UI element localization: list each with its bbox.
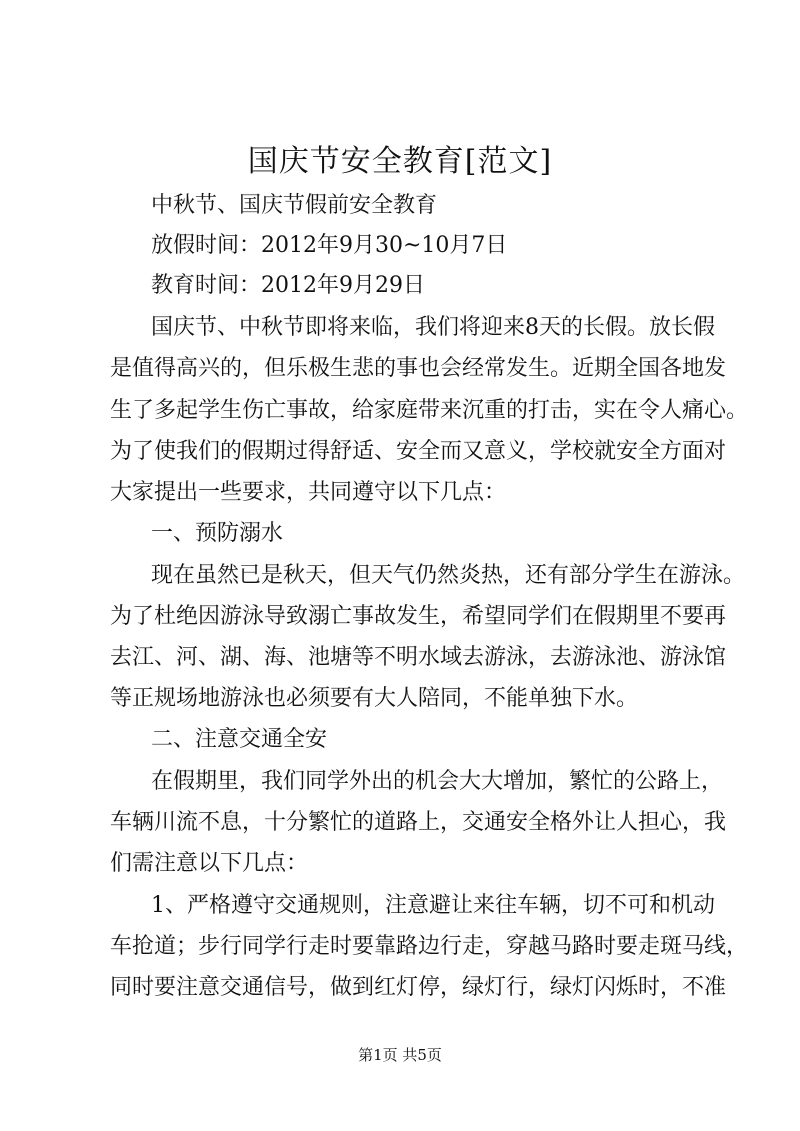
body-paragraph-line: 为了使我们的假期过得舒适、安全而又意义，学校就安全方面对: [110, 439, 727, 464]
document-title: 国庆节安全教育[范文]: [247, 144, 553, 179]
body-paragraph-line: 同时要注意交通信号，做到红灯停，绿灯行，绿灯闪烁时，不准: [110, 975, 727, 1000]
body-paragraph-line: 国庆节、中秋节即将来临，我们将迎来8天的长假。放长假: [151, 315, 715, 340]
holiday-time-line: 放假时间：2012年9月30~10月7日: [151, 233, 508, 258]
body-paragraph-line: 去江、河、湖、海、池塘等不明水域去游泳，去游泳池、游泳馆: [110, 645, 727, 670]
page-number-footer: 第1页 共5页: [358, 1046, 442, 1064]
list-item-line: 1、严格遵守交通规则，注意避让来往车辆，切不可和机动: [151, 893, 715, 918]
body-paragraph-line: 现在虽然已是秋天，但天气仍然炎热，还有部分学生在游泳。: [151, 563, 746, 588]
body-paragraph-line: 大家提出一些要求，共同遵守以下几点：: [110, 480, 507, 505]
education-time-line: 教育时间：2012年9月29日: [151, 273, 425, 298]
body-paragraph-line: 生了多起学生伤亡事故，给家庭带来沉重的打击，实在令人痛心。: [110, 398, 749, 423]
body-paragraph-line: 在假期里，我们同学外出的机会大大增加，繁忙的公路上，: [151, 769, 724, 794]
section-heading-drowning: 一、预防溺水: [151, 521, 284, 546]
body-paragraph-line: 为了杜绝因游泳导致溺亡事故发生，希望同学们在假期里不要再: [110, 604, 727, 629]
body-paragraph-line: 等正规场地游泳也必须要有大人陪同，不能单独下水。: [110, 686, 639, 711]
subtitle-line: 中秋节、国庆节假前安全教育: [151, 193, 438, 218]
body-paragraph-line: 车辆川流不息，十分繁忙的道路上，交通安全格外让人担心，我: [110, 810, 727, 835]
body-paragraph-line: 是值得高兴的，但乐极生悲的事也会经常发生。近期全国各地发: [110, 356, 727, 381]
section-heading-traffic: 二、注意交通全安: [151, 727, 328, 752]
body-paragraph-line: 们需注意以下几点：: [110, 851, 309, 876]
body-paragraph-line: 车抢道；步行同学行走时要靠路边行走，穿越马路时要走斑马线，: [110, 934, 749, 959]
